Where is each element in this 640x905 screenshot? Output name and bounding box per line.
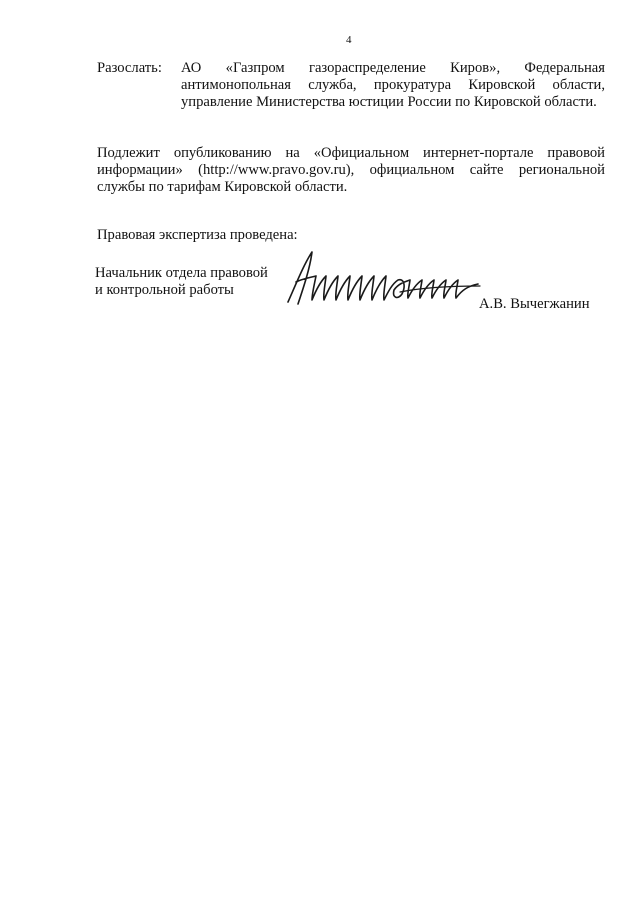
signatory-title-line-1: Начальник отдела правовой [95, 265, 268, 281]
page-number: 4 [346, 34, 352, 46]
legal-review-note: Правовая экспертиза проведена: [97, 227, 298, 243]
distribution-list: АО «Газпром газораспределение Киров», Федеральная антимонопольная служба, прокуратура Кировской области, управление Министерства юстиции России по Кировской области. [181, 60, 605, 110]
signatory-title [95, 265, 285, 299]
signature-stroke [288, 252, 478, 304]
handwritten-signature [280, 246, 485, 314]
signatory-title-line-2: и контрольной работы [95, 282, 234, 298]
signatory-name: А.В. Вычегжанин [479, 296, 590, 312]
distribution-label: Разослать: [97, 60, 162, 76]
distribution-block [97, 60, 605, 111]
publication-notice: Подлежит опубликованию на «Официальном интернет-портале правовой информации» (http://www.pravo.gov.ru), официальном сайте региональной службы по тарифам Кировской области. [97, 145, 605, 195]
